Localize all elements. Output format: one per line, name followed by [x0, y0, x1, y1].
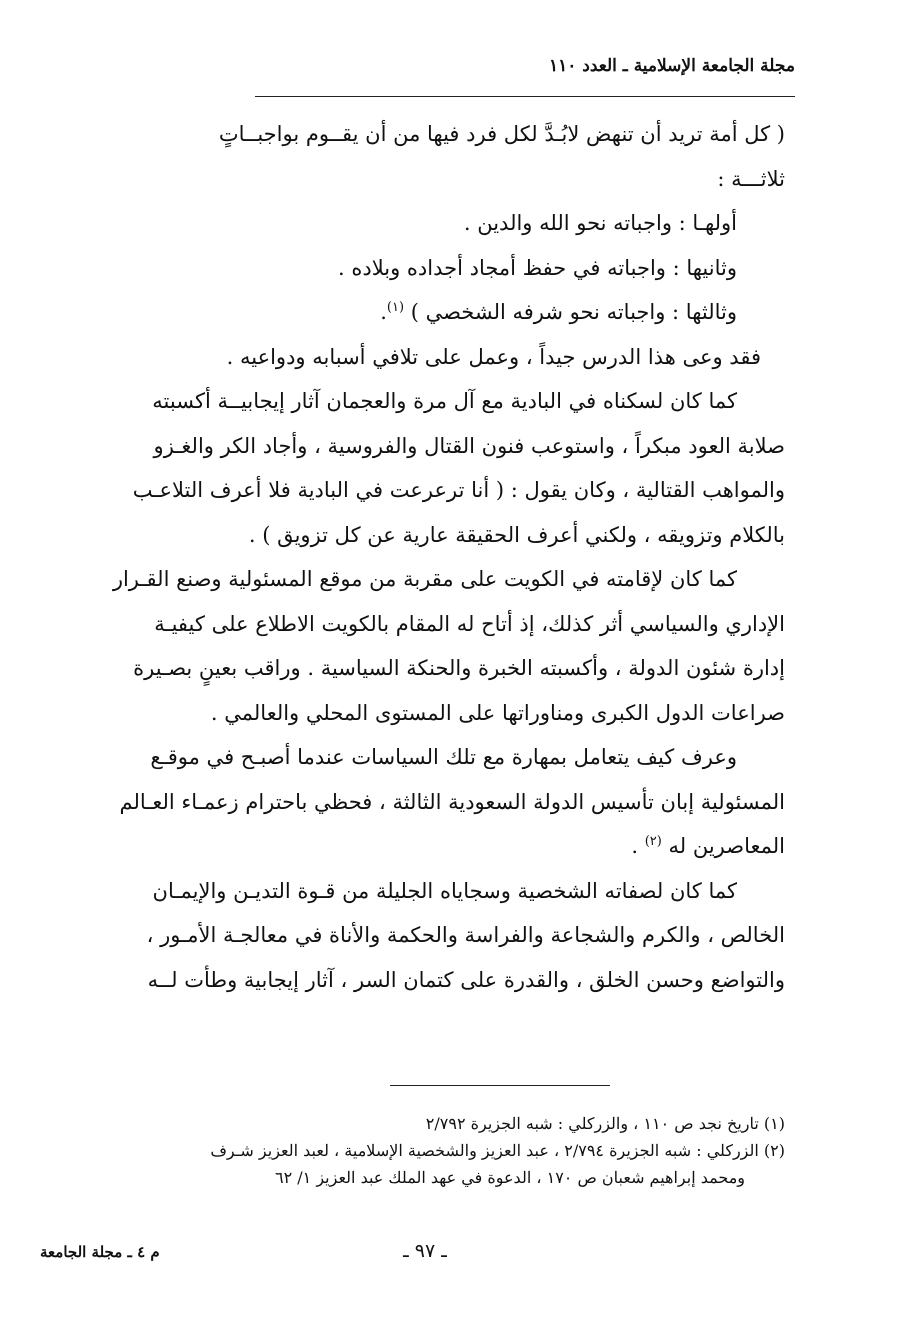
footnote-2: (٢) الزركلي : شبه الجزيرة ٢/٧٩٤ ، عبد العزيز والشخصية الإسلامية ، لعبد العزيز شـرف — [210, 1141, 785, 1160]
footnote-ref-1: (١) — [386, 300, 405, 315]
text-line: الإداري والسياسي أثر كذلك، إذ أتاح له المقام بالكويت الاطلاع على كيفيـة — [154, 611, 785, 636]
text-line — [70, 824, 785, 869]
paragraph — [70, 557, 785, 602]
list-item — [70, 201, 785, 246]
text-line: وثانيها : واجباته في حفظ أمجاد أجداده وبلاده . — [338, 255, 737, 280]
running-header: مجلة الجامعة الإسلامية ـ العدد ١١٠ — [548, 56, 795, 76]
text-line: وعرف كيف يتعامل بمهارة مع تلك السياسات عندما أصبـح في موقـع — [150, 745, 737, 769]
paragraph — [70, 335, 785, 380]
text-line: بالكلام وتزويقه ، ولكني أعرف الحقيقة عارية عن كل تزويق ) . — [248, 522, 785, 547]
body-text — [70, 112, 785, 1002]
text-line: كما كان لسكناه في البادية مع آل مرة والعجمان آثار إيجابيــة أكسبته — [152, 389, 737, 413]
paragraph — [70, 735, 785, 780]
paragraph — [70, 379, 785, 424]
paragraph-cont — [70, 602, 785, 736]
list-item — [70, 246, 785, 291]
text-line: والمواهب القتالية ، وكان يقول : ( أنا ترعرعت في البادية فلا أعرف التلاعـب — [132, 478, 785, 502]
text-segment: . — [380, 300, 387, 324]
text-line: فقد وعى هذا الدرس جيداً ، وعمل على تلافي أسبابه ودواعيه . — [226, 344, 761, 369]
text-line: كما كان لإقامته في الكويت على مقربة من موقع المسئولية وصنع القـرار — [112, 567, 737, 591]
text-line: المسئولية إبان تأسيس الدولة السعودية الثالثة ، فحظي باحترام زعمـاء العـالم — [119, 789, 785, 814]
paragraph-cont — [70, 424, 785, 558]
text-segment: المعاصرين له — [668, 834, 785, 858]
text-line: إدارة شئون الدولة ، وأكسبته الخبرة والحنكة السياسية . وراقب بعينٍ بصـيرة — [133, 656, 785, 680]
list-item — [70, 290, 785, 335]
page-number: ـ ٩٧ ـ — [403, 1240, 447, 1262]
paragraph-cont — [70, 780, 785, 869]
footnote-2-continuation: ومحمد إبراهيم شعبان ص ١٧٠ ، الدعوة في عهد الملك عبد العزيز ١/ ٦٢ — [274, 1168, 745, 1187]
paragraph — [70, 112, 785, 201]
signature-mark: م ٤ ـ مجلة الجامعة — [40, 1243, 160, 1261]
footnote-ref-2: (٢) — [644, 834, 662, 849]
paragraph-cont — [70, 913, 785, 1002]
text-segment: . — [631, 834, 638, 858]
text-line: ( كل أمة تريد أن تنهض لابُـدَّ لكل فرد فيها من أن يقــوم بواجبــاتٍ — [218, 122, 785, 146]
text-line: صراعات الدول الكبرى ومناوراتها على المستوى المحلي والعالمي . — [210, 700, 785, 725]
text-line: والتواضع وحسن الخلق ، والقدرة على كتمان السر ، آثار إيجابية وطأت لــه — [147, 967, 785, 992]
text-segment: وثالثها : واجباته نحو شرفه الشخصي ) — [410, 300, 737, 324]
footnote-1: (١) تاريخ نجد ص ١١٠ ، والزركلي : شبه الجزيرة ٢/٧٩٢ — [425, 1114, 785, 1133]
text-line: ثلاثـــة : — [717, 166, 785, 191]
text-line — [70, 290, 737, 335]
text-line: كما كان لصفاته الشخصية وسجاياه الجليلة من قـوة التديـن والإيمـان — [152, 878, 737, 903]
footnote-rule — [390, 1085, 610, 1086]
footnotes — [80, 1110, 785, 1191]
text-line: أولهـا : واجباته نحو الله والدين . — [463, 211, 737, 235]
header-rule — [255, 96, 795, 97]
text-line: الخالص ، والكرم والشجاعة والفراسة والحكمة والأناة في معالجـة الأمـور ، — [146, 923, 785, 947]
text-line: صلابة العود مبكراً ، واستوعب فنون القتال والفروسية ، وأجاد الكر والغـزو — [153, 433, 785, 458]
paragraph — [70, 869, 785, 914]
